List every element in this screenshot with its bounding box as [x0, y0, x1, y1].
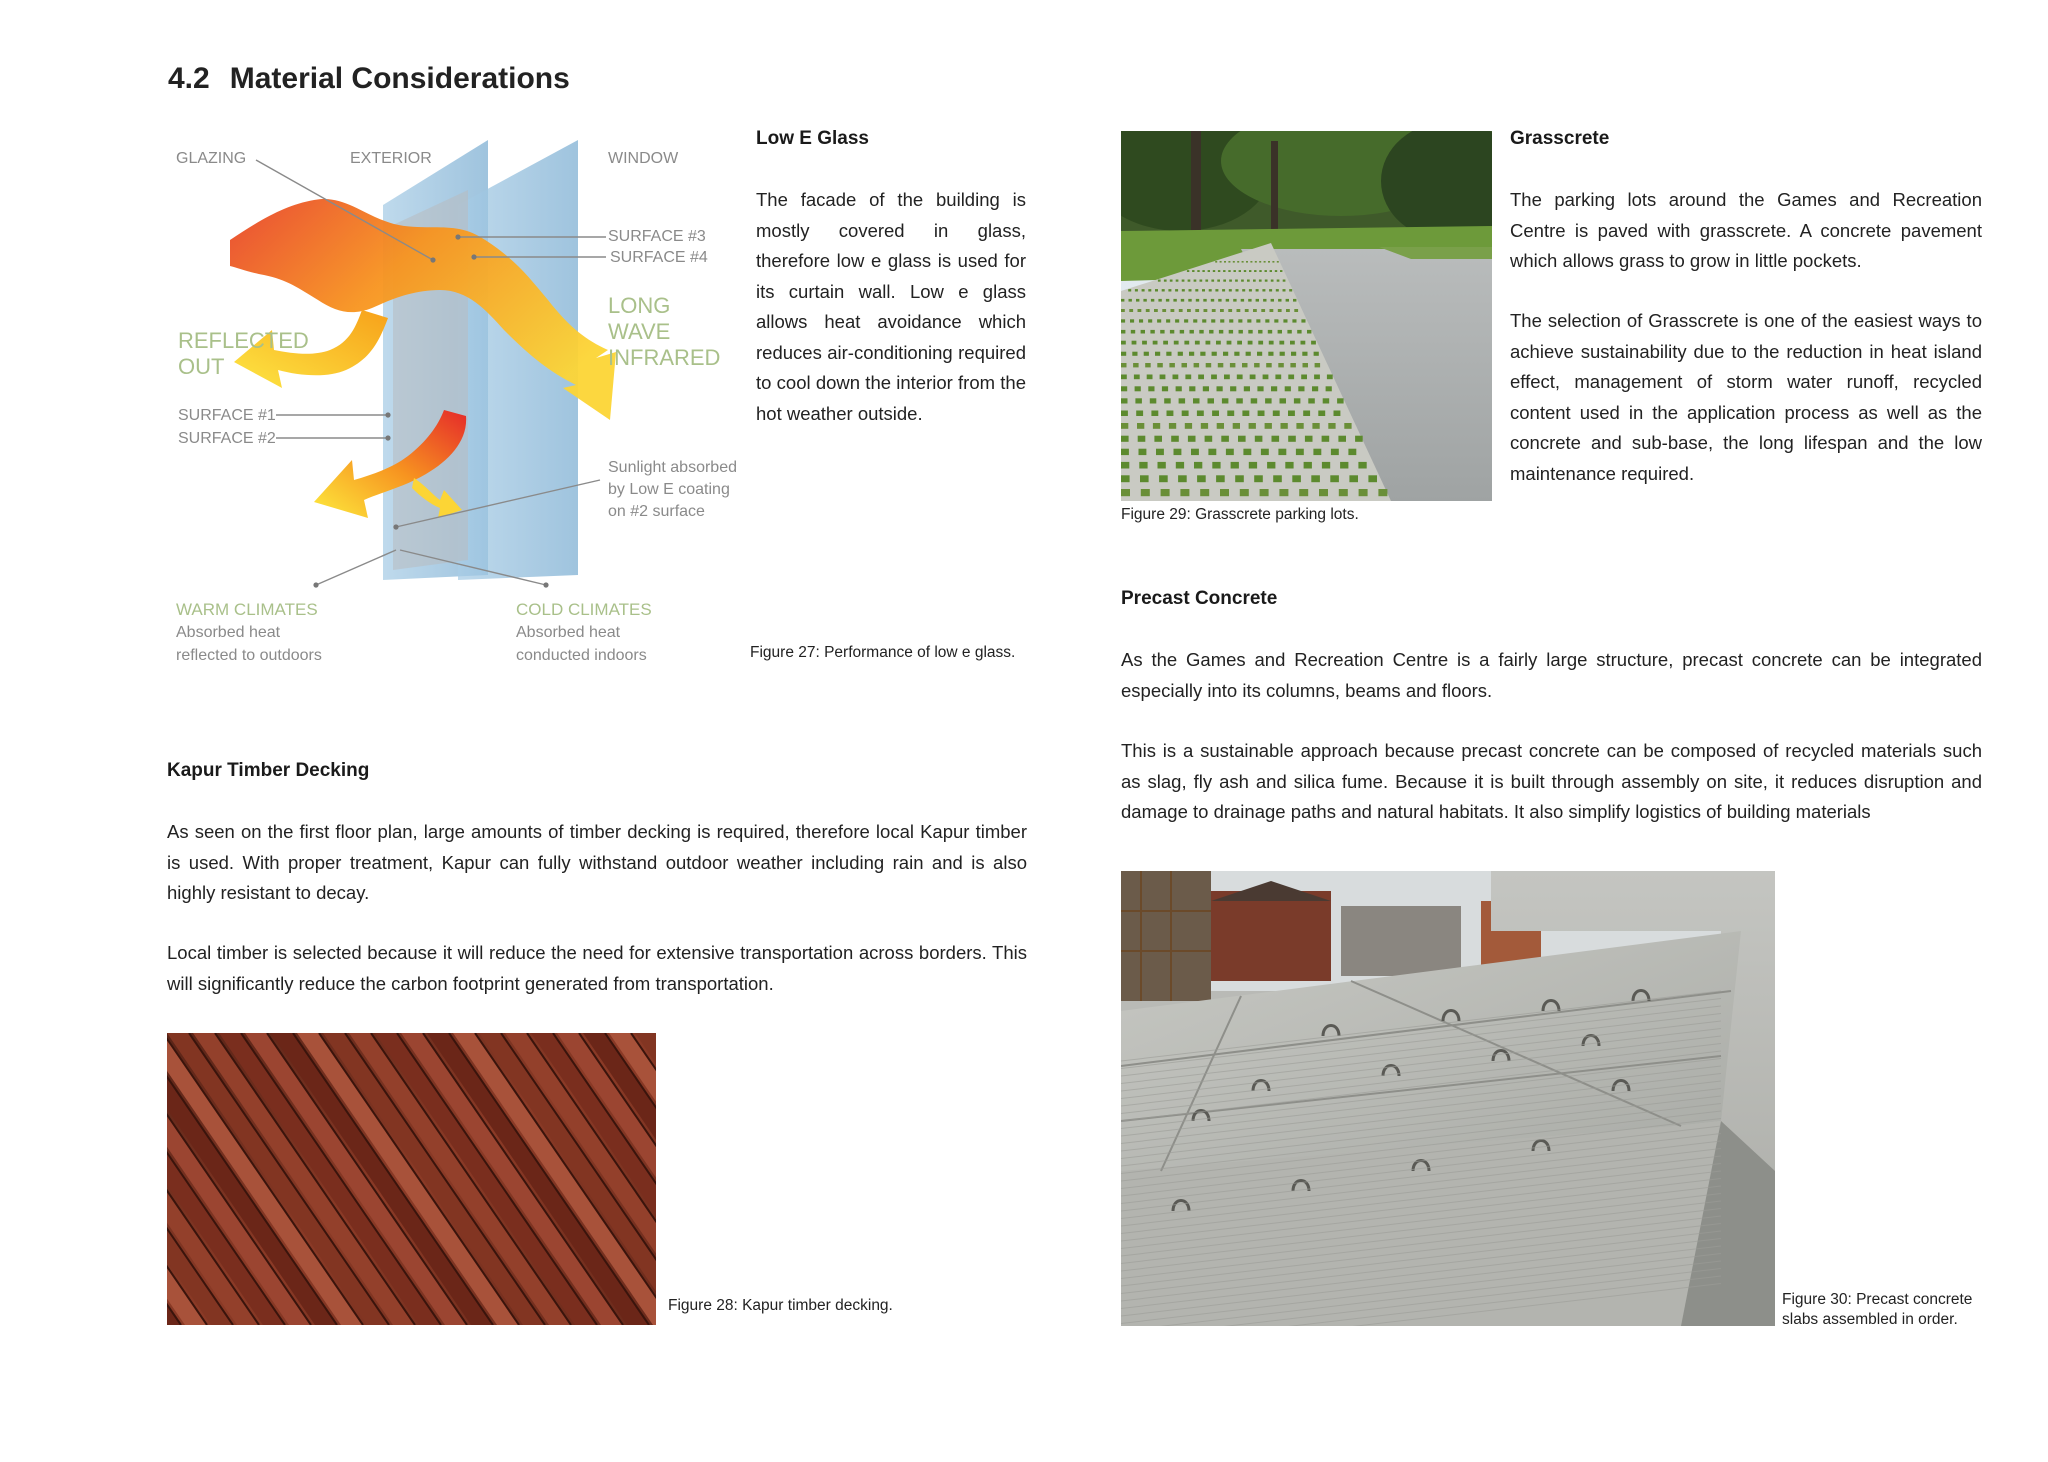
- kapur-para-2: Local timber is selected because it will reduce the need for extensive transportation across borders. This will significantly reduce the carbon footprint generated from transportation.: [167, 942, 1027, 994]
- figure-29-caption: Figure 29: Grasscrete parking lots.: [1121, 506, 1359, 523]
- label-warm-desc-2: reflected to outdoors: [176, 647, 322, 664]
- precast-para-2: This is a sustainable approach because precast concrete can be composed of recycled materials such as slag, fly ash and silica fume. Because it is built through assembly on site, it reduces disruption and damage to drainage paths and natural habitats. It also simplify logistics of building materials: [1121, 740, 1982, 822]
- label-sunlight-1: Sunlight absorbed: [608, 459, 737, 476]
- precast-heading: Precast Concrete: [1121, 588, 1278, 609]
- label-sunlight-3: on #2 surface: [608, 503, 705, 520]
- label-window: WINDOW: [608, 150, 679, 167]
- section-number: 4.2: [168, 62, 210, 95]
- label-cold-desc-2: conducted indoors: [516, 647, 647, 664]
- grasscrete-heading: Grasscrete: [1510, 128, 1610, 149]
- label-long-wave-2: WAVE: [608, 319, 671, 344]
- grasscrete-para-1: The parking lots around the Games and Recreation Centre is paved with grasscrete. A concrete pavement which allows grass to grow in little pockets.: [1510, 189, 1982, 271]
- label-warm-desc-1: Absorbed heat: [176, 624, 281, 641]
- label-surface-2: SURFACE #2: [178, 430, 276, 447]
- label-cold-climates: COLD CLIMATES: [516, 600, 652, 619]
- label-surface-3: SURFACE #3: [608, 228, 706, 245]
- label-exterior: EXTERIOR: [350, 150, 432, 167]
- label-warm-climates: WARM CLIMATES: [176, 600, 318, 619]
- figure-30-caption-line-1: Figure 30: Precast concrete: [1782, 1291, 1973, 1308]
- label-surface-1: SURFACE #1: [178, 407, 276, 424]
- label-glazing: GLAZING: [176, 150, 247, 167]
- low-e-glass-heading: Low E Glass: [756, 128, 869, 149]
- figure-28-caption: Figure 28: Kapur timber decking.: [668, 1297, 893, 1314]
- page-title: [168, 62, 570, 96]
- grasscrete-photo: [1121, 131, 1492, 501]
- label-sunlight-2: by Low E coating: [608, 481, 730, 498]
- label-long-wave-1: LONG: [608, 293, 671, 318]
- label-reflected-out-2: OUT: [178, 354, 225, 379]
- precast-para-1: As the Games and Recreation Centre is a fairly large structure, precast concrete can be integrated especially into its columns, beams and floors.: [1121, 649, 1982, 701]
- label-long-wave-3: INFRARED: [608, 345, 721, 370]
- figure-27-caption: Figure 27: Performance of low e glass.: [750, 644, 1016, 661]
- label-surface-4: SURFACE #4: [610, 249, 708, 266]
- figure-30-caption-line-2: slabs assembled in order.: [1782, 1311, 1958, 1328]
- low-e-glass-diagram: [168, 130, 748, 680]
- kapur-para-1: As seen on the first floor plan, large amounts of timber decking is required, therefore local Kapur timber is used. With proper treatment, Kapur can fully withstand outdoor weather including rain and is also highly resistant to decay.: [167, 821, 1027, 903]
- low-e-glass-body: The facade of the building is mostly covered in glass, therefore low e glass is used for its curtain wall. Low e glass allows heat avoidance which reduces air-conditioning required to cool down the interior from the hot weather outside.: [756, 189, 1026, 424]
- kapur-heading: Kapur Timber Decking: [167, 760, 370, 781]
- kapur-timber-photo: [167, 1033, 656, 1325]
- label-reflected-out-1: REFLECTED: [178, 328, 309, 353]
- grasscrete-para-2: The selection of Grasscrete is one of the easiest ways to achieve sustainability due to the reduction in heat island effect, management of storm water runoff, recycled content used in the application process as well as the concrete and sub-base, the long lifespan and the low maintenance required.: [1510, 310, 1982, 484]
- precast-concrete-photo: [1121, 871, 1775, 1326]
- section-title: Material Considerations: [229, 62, 570, 95]
- label-cold-desc-1: Absorbed heat: [516, 624, 621, 641]
- low-e-glass-illustration: [168, 130, 748, 680]
